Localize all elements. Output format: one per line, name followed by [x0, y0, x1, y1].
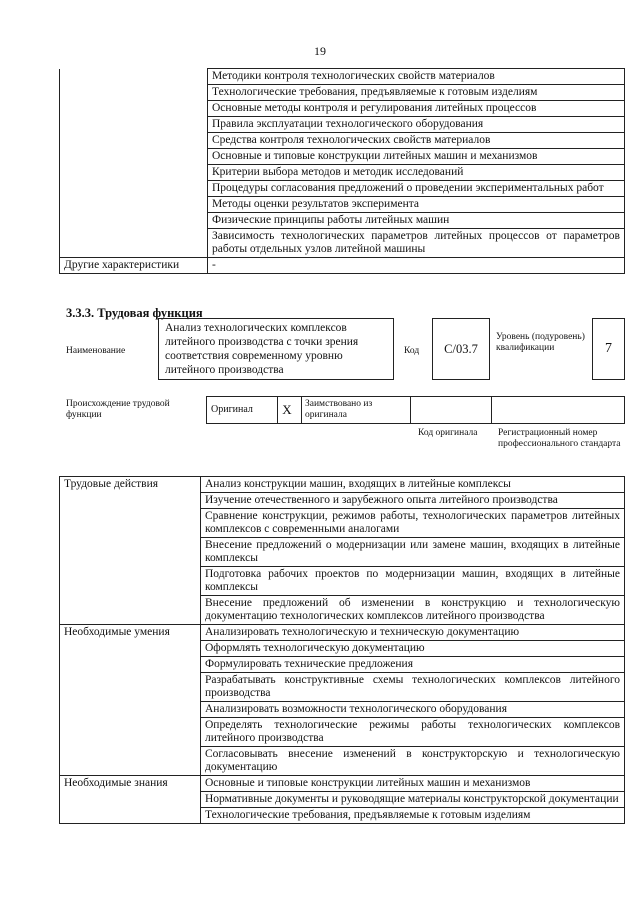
origin-table [206, 396, 625, 424]
code-box [432, 318, 490, 380]
section-item: Разрабатывать конструктивные схемы технологических комплексов литейного производства [201, 673, 625, 702]
level-value: 7 [605, 341, 612, 356]
knowledge-item: Правила эксплуатации технологического оборудования [208, 117, 625, 133]
section-item: Подготовка рабочих проектов по модернизации машин, входящих в литейные комплексы [201, 567, 625, 596]
table-row [60, 776, 625, 792]
section-item: Анализировать возможности технологического оборудования [201, 702, 625, 718]
section-item: Сравнение конструкции, режимов работы, технологических параметров литейных комплексов с современными аналогами [201, 509, 625, 538]
section-item: Оформлять технологическую документацию [201, 641, 625, 657]
section-item: Согласовывать внесение изменений в конструкторскую и технологическую документацию [201, 747, 625, 776]
function-name-value: Анализ технологических комплексов литейного производства с точки зрения соответствия современному уровню литейного производства [165, 322, 359, 376]
table-row [60, 181, 625, 197]
section-item: Изучение отечественного и зарубежного опыта литейного производства [201, 493, 625, 509]
knowledge-item: Основные и типовые конструкции литейных машин и механизмов [208, 149, 625, 165]
knowledge-item: Физические принципы работы литейных машин [208, 213, 625, 229]
section-item: Основные и типовые конструкции литейных машин и механизмов [201, 776, 625, 792]
table-row [60, 101, 625, 117]
knowledge-item: Технологические требования, предъявляемые к готовым изделиям [208, 85, 625, 101]
table-row [60, 477, 625, 493]
knowledge-table-continued [59, 68, 625, 274]
origin-label: Происхождение трудовой функции [66, 399, 170, 420]
knowledge-item: Критерии выбора методов и методик исследований [208, 165, 625, 181]
reg-number-label: Регистрационный номер профессионального стандарта [498, 428, 621, 449]
knowledge-item: Методики контроля технологических свойств материалов [208, 69, 625, 85]
section-item: Формулировать технические предложения [201, 657, 625, 673]
section-item: Анализ конструкции машин, входящих в литейные комплексы [201, 477, 625, 493]
table-row [60, 258, 625, 274]
section-item: Технологические требования, предъявляемые к готовым изделиям [201, 808, 625, 824]
section-title: 3.3.3. Трудовая функция [66, 306, 203, 320]
other-characteristics-label: Другие характеристики [60, 258, 208, 274]
table-row [60, 165, 625, 181]
name-label: Наименование [66, 346, 126, 356]
labor-function-table [59, 476, 625, 824]
table-row [60, 197, 625, 213]
table-row [60, 133, 625, 149]
page-number: 19 [314, 44, 326, 58]
original-mark: X [282, 402, 292, 417]
table-row [60, 625, 625, 641]
code-original-label: Код оригинала [418, 428, 478, 438]
section-item: Анализировать технологическую и техническую документацию [201, 625, 625, 641]
table-row [60, 69, 625, 85]
section-item: Нормативные документы и руководящие материалы конструкторской документации [201, 792, 625, 808]
code-value: C/03.7 [444, 341, 478, 356]
table-row [60, 213, 625, 229]
section-label: Трудовые действия [60, 477, 201, 625]
knowledge-item: Средства контроля технологических свойств материалов [208, 133, 625, 149]
section-label: Необходимые знания [60, 776, 201, 824]
section-item: Определять технологические режимы работы технологических комплексов литейного производства [201, 718, 625, 747]
original-label: Оригинал [211, 404, 253, 415]
knowledge-item: Зависимость технологических параметров литейных процессов от параметров работы отдельных узлов литейной машины [208, 229, 625, 258]
knowledge-item: Методы оценки результатов эксперимента [208, 197, 625, 213]
borrowed-label: Заимствовано из оригинала [305, 399, 373, 420]
section-label: Необходимые умения [60, 625, 201, 776]
table-row [60, 229, 625, 258]
knowledge-item: Процедуры согласования предложений о проведении экспериментальных работ [208, 181, 625, 197]
section-item: Внесение предложений об изменении в конструкцию и технологическую документацию технологических комплексов литейного производства [201, 596, 625, 625]
code-label: Код [404, 346, 420, 356]
other-characteristics-value: - [208, 258, 625, 274]
table-row [60, 117, 625, 133]
level-box [592, 318, 625, 380]
knowledge-item: Основные методы контроля и регулирования литейных процессов [208, 101, 625, 117]
table-row [60, 149, 625, 165]
function-name-box [158, 318, 394, 380]
level-label: Уровень (подуровень) квалификации [496, 332, 585, 353]
table-row [60, 85, 625, 101]
section-item: Внесение предложений о модернизации или замене машин, входящих в литейные комплексы [201, 538, 625, 567]
